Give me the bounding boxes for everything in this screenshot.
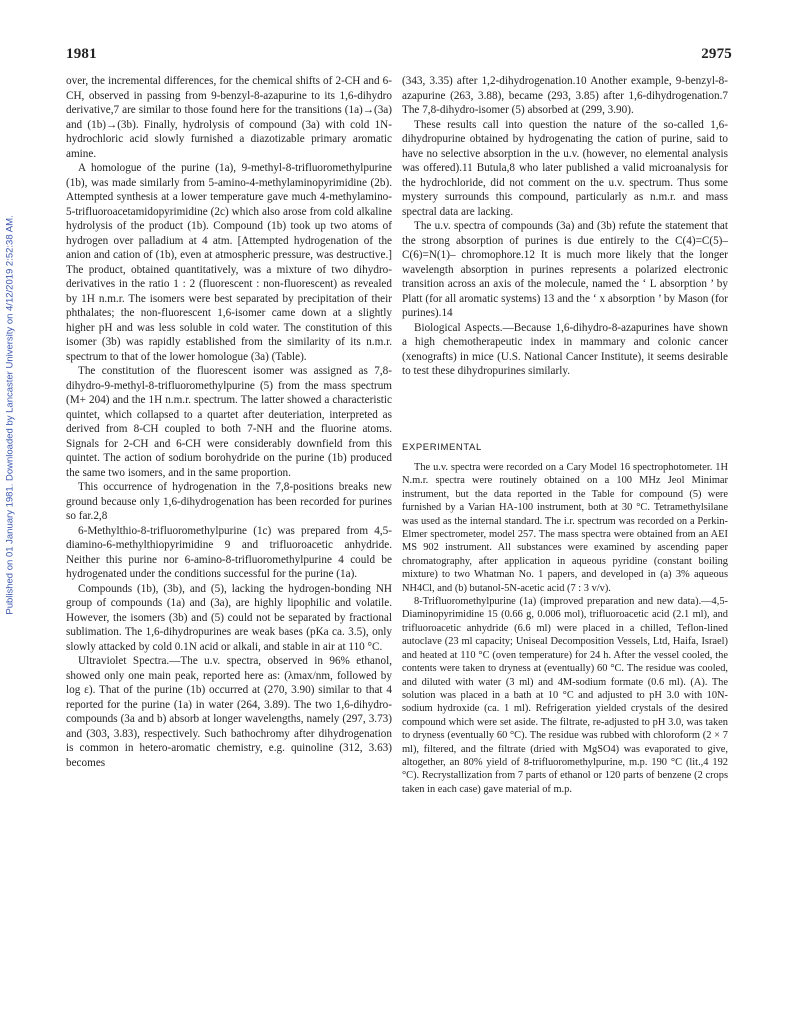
paragraph: This occurrence of hydrogenation in the 7,8-positions breaks new ground because only 1,6-dihydrogenation has been recorded for purines so far.2,8 [66, 481, 392, 522]
left-column [66, 74, 392, 770]
paragraph: 6-Methylthio-8-trifluoromethylpurine (1c) was prepared from 4,5-diamino-6-methylthiopyrimidine 9 and trifluoroacetic anhydride. Neither this purine nor 6-amino-8-trifluoromethylpurine 4 could be hydrogenated under the conditions successful for the purine (1a). [66, 524, 392, 580]
page-year: 1981 [66, 46, 97, 62]
download-watermark-text[interactable]: Published on 01 January 1981. Downloaded by Lancaster University on 4/12/2019 2:52:38 AM. [4, 215, 16, 615]
paragraph: The constitution of the fluorescent isomer was assigned as 7,8-dihydro-9-methyl-8-trifluoromethylpurine (5) from the mass spectrum (M+ 204) and the 1H n.m.r. spectrum. The latter showed a characteristic quintet, which collapsed to a quartet after deuteriation, interpreted as derived from 8-CH coupled to both 7-NH and the fluorine atoms. Signals for 2-CH and 6-CH were considerably downfield from this quintet. The action of sodium borohydride on the purine (1b) produced the same two isomers, and in the same proportion. [66, 365, 392, 479]
paragraph: (343, 3.35) after 1,2-dihydrogenation.10 Another example, 9-benzyl-8-azapurine (263, 3.88), became (293, 3.85) after 1,6-dihydrogenation.7 The 7,8-dihydro-isomer (5) absorbed at (299, 3.90). [402, 75, 728, 116]
right-column [402, 74, 728, 796]
paragraph: These results call into question the nature of the so-called 1,6-dihydropurine obtained by hydrogenating the cation of purine, said to have no selective absorption in the u.v. (however, no elemental analysis was offered).11 Butula,8 who later published a valid microanalysis for the hydrochloride, did not comment on the u.v. spectrum. Thus some mystery surrounds this compound, particularly as n.m.r. and mass spectral data are lacking. [402, 118, 728, 218]
paragraph: Ultraviolet Spectra.—The u.v. spectra, observed in 96% ethanol, showed only one main peak, reported here as: (λmax/nm, followed by log ε). That of the purine (1b) occurred at (270, 3.90) similar to that 4 reported for the purine (1a) in water (264, 3.89). The two 1,6-dihydro-compounds (3a and b) absorb at longer wavelengths, namely (297, 3.73) and (303, 3.83), respectively. Such bathochromy after dihydrogenation is common in hetero-aromatic chemistry, e.g. quinoline (312, 3.63) becomes [66, 655, 392, 769]
paragraph: A homologue of the purine (1a), 9-methyl-8-trifluoromethylpurine (1b), was made similarly from 5-amino-4-methylaminopyrimidine (2b). Attempted synthesis at a lower temperature gave much 4-methylamino-5-trifluoroacetamidopyrimidine (2c) which also arose from cold alkaline hydrolysis of the product (1b). Compound (1b) took up two atoms of hydrogen over palladium at 4 atm. [Attempted hydrogenation of the anion and cation of (1b), even at atmospheric pressure, was destructive.] The product, obtained quantitatively, was a mixture of two dihydro-derivatives in the ratio 1 : 2 (fluorescent : non-fluorescent) as revealed by 1H n.m.r. The isomers were best separated by precipitation of their phthalates; the non-fluorescent 1,6-isomer came down at a slightly higher pH and was less soluble in cold water. The constitution of this isomer (3b) was rapidly established from the similarity of its n.m.r. spectrum to that of the lower homologue (3a) (Table). [66, 162, 392, 363]
paragraph: The u.v. spectra of compounds (3a) and (3b) refute the statement that the strong absorption of purines is due entirely to the C(4)=C(5)–C(6)=N(1)– chromophore.12 It is much more likely that the longer wavelength absorption in purines represents a polarized electronic transition across an axis of the molecule, named the ‘ L absorption ’ by Platt (for all aromatic systems) 13 and the ‘ x absorption ’ by Mason (for purines).14 [402, 220, 728, 319]
paragraph: Biological Aspects.—Because 1,6-dihydro-8-azapurines have shown a high chemotherapeutic index in mammary and colonic cancer (xenografts) in mice (U.S. National Cancer Institute), it seems desirable to test these dihydropurines similarly. [402, 321, 728, 377]
section-heading-experimental: EXPERIMENTAL [402, 441, 482, 453]
page-number: 2975 [701, 46, 732, 62]
experimental-section [402, 461, 728, 796]
paragraph: over, the incremental differences, for the chemical shifts of 2-CH and 6-CH, observed in passing from 9-benzyl-8-azapurine to its 1,6-dihydro derivative,7 are similar to those found here for the transitions (1a)→(3a) and (1b)→(3b). Finally, hydrolysis of compound (3a) with cold 1N-hydrochloric acid slowly furnished a diazotizable primary aromatic amine. [66, 75, 392, 160]
download-watermark [2, 200, 18, 630]
paragraph: 8-Trifluoromethylpurine (1a) (improved preparation and new data).—4,5-Diaminopyrimidine 15 (0.66 g, 0.006 mol), trifluoroacetic acid (2.1 ml), and trifluoroacetic anhydride (6.6 ml) were placed in a chilled, Teflon-lined autoclave (23 ml capacity; Uniseal Decomposition Vessels, Ltd, Haifa, Israel) and heated at 110 °C (oven temperature) for 24 h. After the vessel cooled, the contents were taken to dryness at (eventually) 60 °C. The residue was cooled, and diluted with water (3 ml) and 4M-sodium formate (0.6 ml). (A). The solution was placed in a bath at 10 °C and adjusted to pH 3.0 with 10N-sodium hydroxide (ca. 1 ml). Refrigeration yielded crystals of the desired compound which were set aside. The filtrate, re-adjusted to pH 3.0, was taken to dryness (eventually 60 °C). The residue was rubbed with chloroform (2 × 7 ml), filtered, and the filtrate (dried with MgSO4) was evaporated to give, altogether, an 80% yield of 8-trifluoromethylpurine, m.p. 190 °C (lit.,4 192 °C). Recrystallization from 7 parts of ethanol or 120 parts of benzene (2 crops taken in each case) gave material of m.p. [402, 596, 728, 795]
paragraph: The u.v. spectra were recorded on a Cary Model 16 spectrophotometer. 1H N.m.r. spectra were routinely obtained on a 100 MHz Jeol Minimar instrument, but the data reported in the Table for compound (5) were furnished by a Varian HA-100 instrument, both at 30 °C. Tetramethylsilane was used as the internal standard. The i.r. spectrum was recorded on a Perkin-Elmer spectrometer, model 257. The mass spectra were obtained from an AEI MS 902 instrument. All substances were examined by ascending paper chromatography, after application in aqueous pyridine (constant boiling mixture) to two Whatman No. 1 papers, and developed in (a) 3% aqueous NH4Cl, and (b) butanol-5N-acetic acid (7 : 3 v/v). [402, 462, 728, 594]
paragraph: Compounds (1b), (3b), and (5), lacking the hydrogen-bonding NH group of compounds (1a) and (3a), are highly lipophilic and volatile. However, the isomers (3b) and (5) could not be separated by fractional sublimation. The 1,6-dihydropurines are weak bases (pKa ca. 3.5), only slowly attacked by cold 0.1N acid or alkali, and stable in air at 110 °C. [66, 582, 392, 653]
